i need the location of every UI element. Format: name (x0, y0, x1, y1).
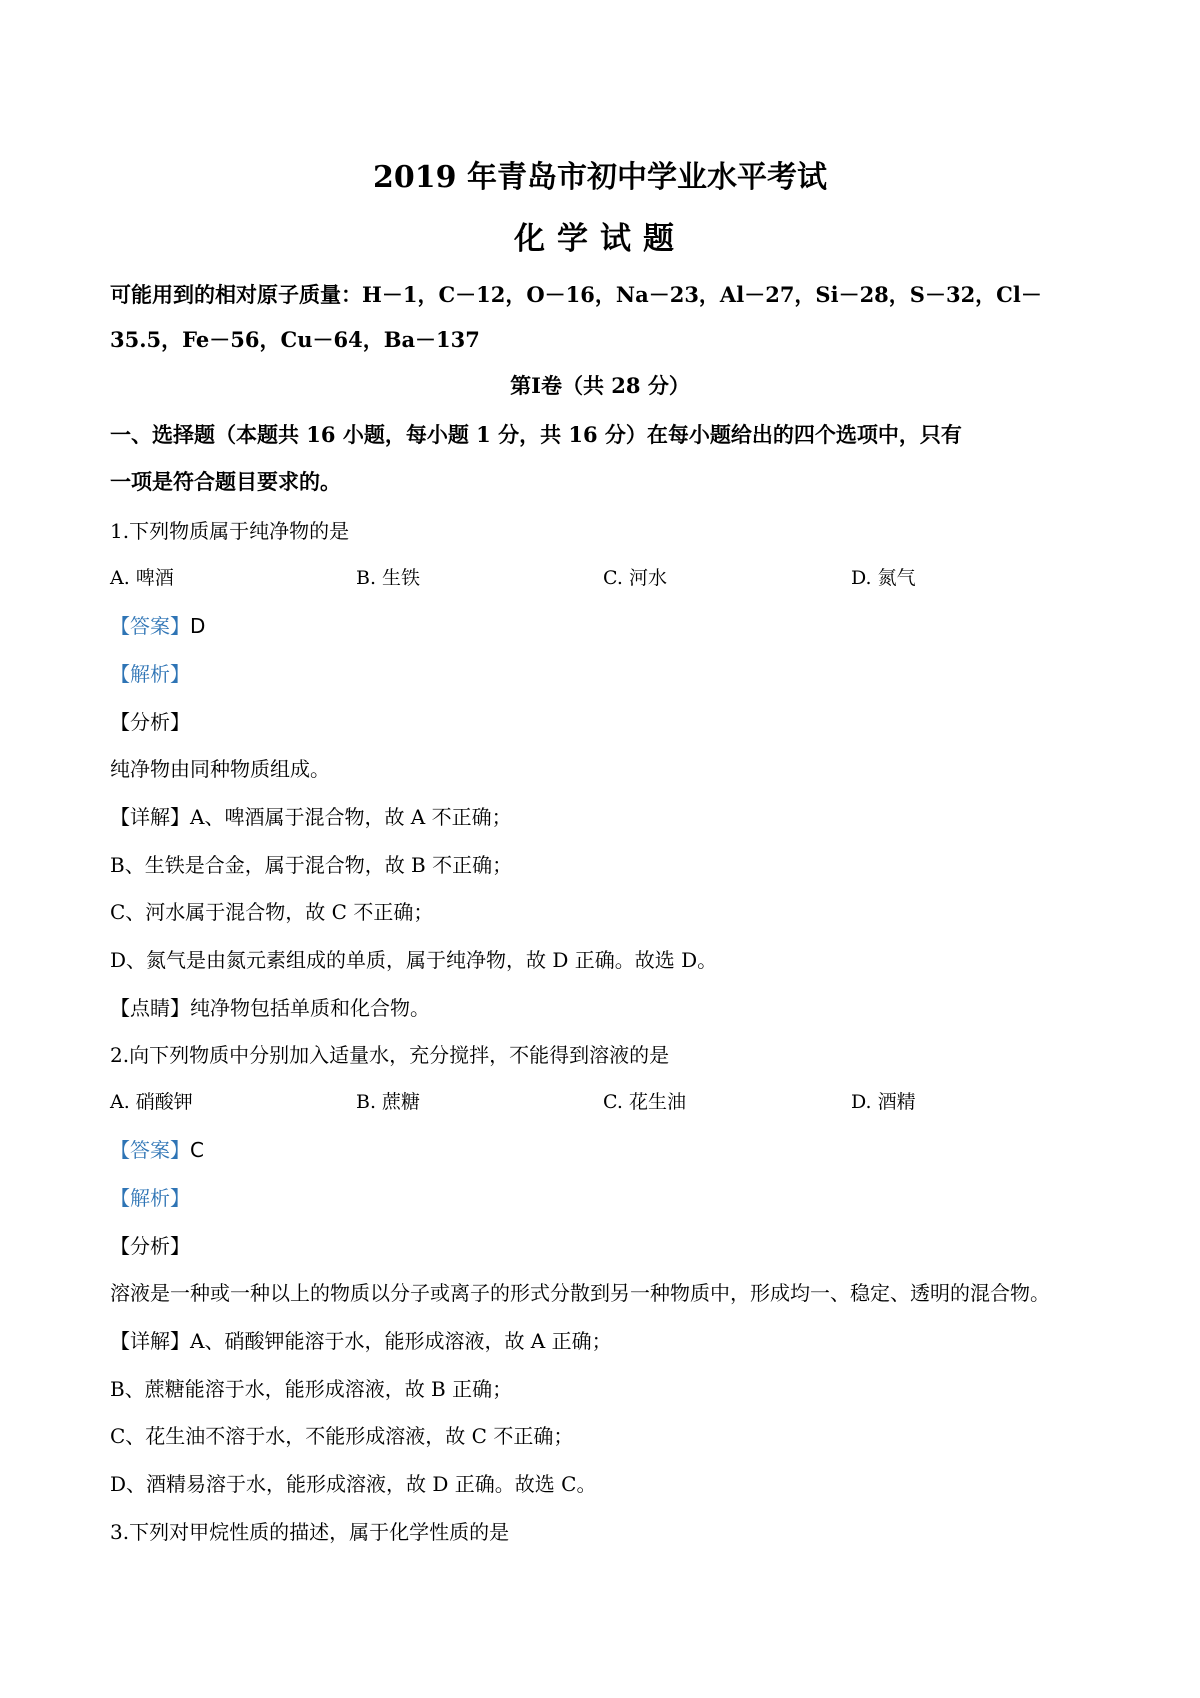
question-1-option-b: B. 生铁 (356, 567, 421, 589)
question-2-answer-line (110, 1134, 204, 1163)
comment-line (110, 992, 430, 1021)
answer-tag: 【答案】 (110, 1138, 190, 1162)
answer-value: C (190, 1138, 204, 1162)
question-1-option-d: D. 氮气 (851, 567, 916, 589)
page-subtitle: 化学试题 (514, 221, 686, 257)
question-2-stem: 2.向下列物质中分别加入适量水，充分搅拌，不能得到溶液的是 (110, 1043, 670, 1067)
detail-line: D、氮气是由氮元素组成的单质，属于纯净物，故 D 正确。故选 D。 (110, 948, 718, 972)
question-1-answer-line (110, 610, 205, 639)
atomic-mass-line-1: 可能用到的相对原子质量：H－1，C－12，O－16，Na－23，Al－27，Si－28，S－32，Cl－ (110, 282, 1042, 307)
atomic-mass-line-2: 35.5，Fe－56，Cu－64，Ba－137 (110, 327, 480, 352)
detail-line: B、生铁是合金，属于混合物，故 B 不正确； (110, 853, 513, 877)
comment-tag: 【点睛】 (110, 996, 190, 1020)
detail-line: D、酒精易溶于水，能形成溶液，故 D 正确。故选 C。 (110, 1472, 597, 1496)
answer-tag: 【答案】 (110, 614, 190, 638)
question-2-option-a: A. 硝酸钾 (110, 1091, 193, 1113)
page-title: 2019 年青岛市初中学业水平考试 (373, 160, 827, 195)
question-2-option-b: B. 蔗糖 (356, 1091, 421, 1113)
question-1-option-a: A. 啤酒 (110, 567, 174, 589)
detail-line (110, 801, 512, 830)
part-heading: 第Ⅰ卷（共 28 分） (510, 373, 690, 398)
question-1-stem: 1.下列物质属于纯净物的是 (110, 519, 350, 543)
fenxi-text: 溶液是一种或一种以上的物质以分子或离子的形式分散到另一种物质中，形成均一、稳定、透明的混合物。 (110, 1281, 1050, 1305)
section-title-line-2: 一项是符合题目要求的。 (110, 469, 341, 494)
fenxi-text: 纯净物由同种物质组成。 (110, 757, 330, 781)
question-2-option-d: D. 酒精 (851, 1091, 916, 1113)
question-1-option-c: C. 河水 (603, 567, 667, 589)
detail-line (110, 1325, 612, 1354)
detail-text: A、硝酸钾能溶于水，能形成溶液，故 A 正确； (190, 1329, 612, 1353)
fenxi-tag: 【分析】 (110, 710, 190, 734)
question-3-stem: 3.下列对甲烷性质的描述，属于化学性质的是 (110, 1520, 510, 1544)
detail-line: C、河水属于混合物，故 C 不正确； (110, 900, 434, 924)
fenxi-tag: 【分析】 (110, 1234, 190, 1258)
analysis-tag: 【解析】 (110, 1186, 190, 1210)
analysis-tag: 【解析】 (110, 662, 190, 686)
detail-text: A、啤酒属于混合物，故 A 不正确； (190, 805, 512, 829)
comment-text: 纯净物包括单质和化合物。 (190, 996, 430, 1020)
question-2-option-c: C. 花生油 (603, 1091, 686, 1113)
detail-line: B、蔗糖能溶于水，能形成溶液，故 B 正确； (110, 1377, 513, 1401)
detail-line: C、花生油不溶于水，不能形成溶液，故 C 不正确； (110, 1424, 574, 1448)
section-title-line-1: 一、选择题（本题共 16 小题，每小题 1 分，共 16 分）在每小题给出的四个选项中，只有 (110, 422, 962, 447)
detail-tag: 【详解】 (110, 805, 190, 829)
answer-value: D (190, 614, 206, 638)
detail-tag: 【详解】 (110, 1329, 190, 1353)
